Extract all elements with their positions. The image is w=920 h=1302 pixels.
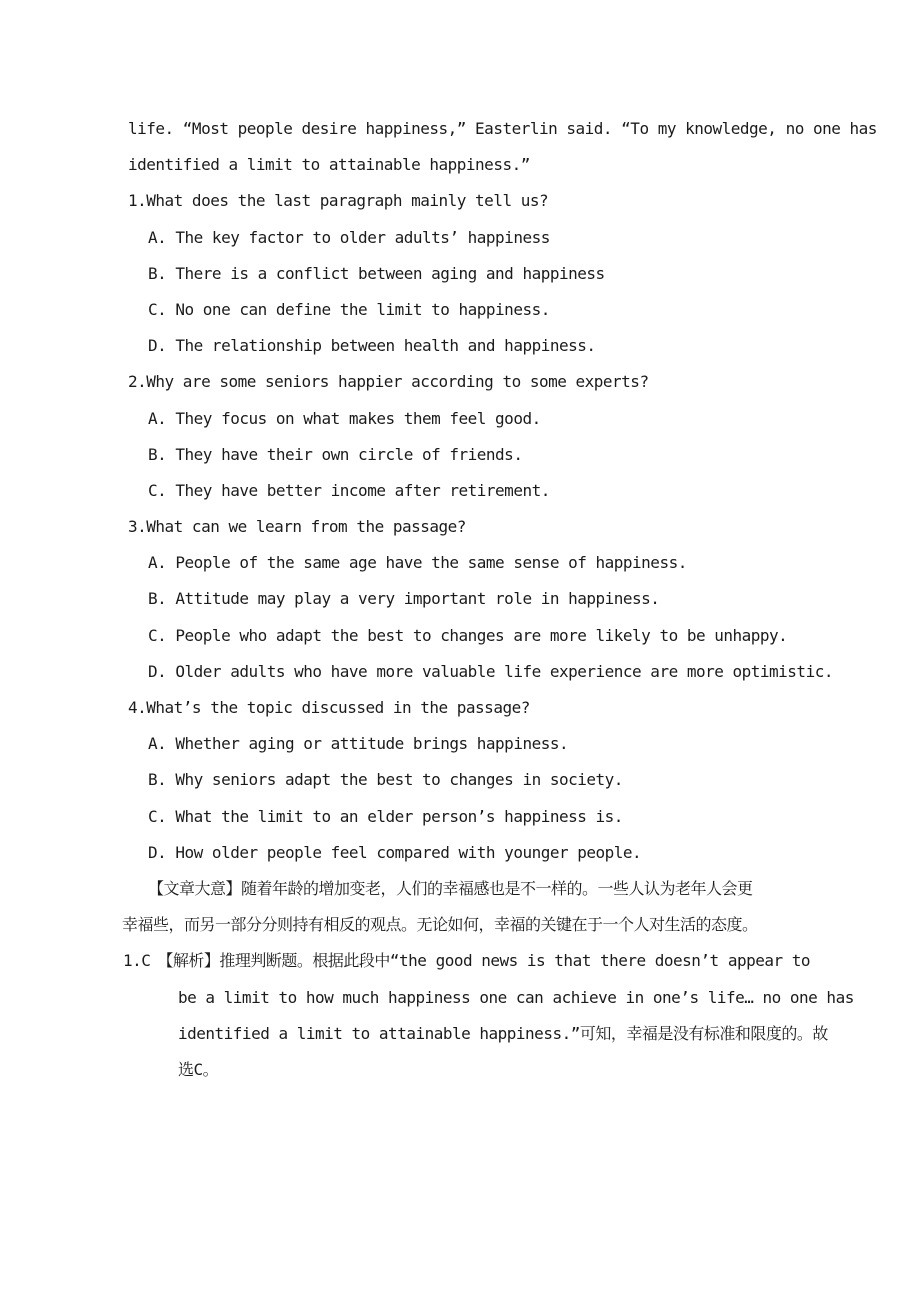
analysis-line-2: be a limit to how much happiness one can achieve in one’s life… no one has	[178, 987, 854, 1007]
question-1-option-a: A. The key factor to older adults’ happiness	[148, 227, 550, 247]
analysis-line-4: 选C。	[178, 1059, 219, 1079]
question-3-option-a: A. People of the same age have the same sense of happiness.	[148, 553, 687, 573]
question-1-option-b: B. There is a conflict between aging and happiness	[148, 263, 605, 283]
passage-line-1: life. “Most people desire happiness,” Easterlin said. “To my knowledge, no one has	[128, 119, 877, 138]
question-1-stem: 1.What does the last paragraph mainly tell us?	[128, 191, 549, 211]
question-1-option-c: C. No one can define the limit to happiness.	[148, 299, 550, 319]
question-4-option-d: D. How older people feel compared with younger people.	[148, 842, 642, 862]
question-3-stem: 3.What can we learn from the passage?	[128, 517, 466, 537]
question-4-option-b: B. Why seniors adapt the best to changes in society.	[148, 770, 623, 790]
question-3-option-c: C. People who adapt the best to changes are more likely to be unhappy.	[148, 625, 788, 645]
analysis-answer-label: 1.C	[123, 951, 151, 971]
analysis-line-3: identified a limit to attainable happiness.”可知，幸福是没有标准和限度的。故	[178, 1023, 828, 1043]
question-2-option-a: A. They focus on what makes them feel good.	[148, 408, 541, 428]
question-2-option-b: B. They have their own circle of friends.	[148, 444, 523, 464]
question-3-option-d: D. Older adults who have more valuable life experience are more optimistic.	[148, 661, 833, 681]
question-1-option-d: D. The relationship between health and happiness.	[148, 336, 596, 356]
question-4-option-a: A. Whether aging or attitude brings happiness.	[148, 734, 569, 754]
summary-line-2: 幸福些，而另一部分分则持有相反的观点。无论如何，幸福的关键在于一个人对生活的态度。	[122, 915, 758, 935]
question-4-stem: 4.What’s the topic discussed in the passage?	[128, 698, 530, 717]
question-2-option-c: C. They have better income after retirement.	[148, 480, 550, 500]
question-4-option-c: C. What the limit to an elder person’s happiness is.	[148, 806, 623, 826]
question-3-option-b: B. Attitude may play a very important role in happiness.	[148, 589, 660, 609]
passage-line-2: identified a limit to attainable happiness.”	[128, 155, 530, 175]
analysis-line-1: 【解析】推理判断题。根据此段中“the good news is that there doesn’t appear to	[157, 951, 811, 971]
analysis-answer-line	[0, 943, 920, 979]
summary-line-1: 【文章大意】随着年龄的增加变老，人们的幸福感也是不一样的。一些人认为老年人会更	[148, 878, 753, 898]
question-2-stem: 2.Why are some seniors happier according to some experts?	[128, 372, 649, 392]
